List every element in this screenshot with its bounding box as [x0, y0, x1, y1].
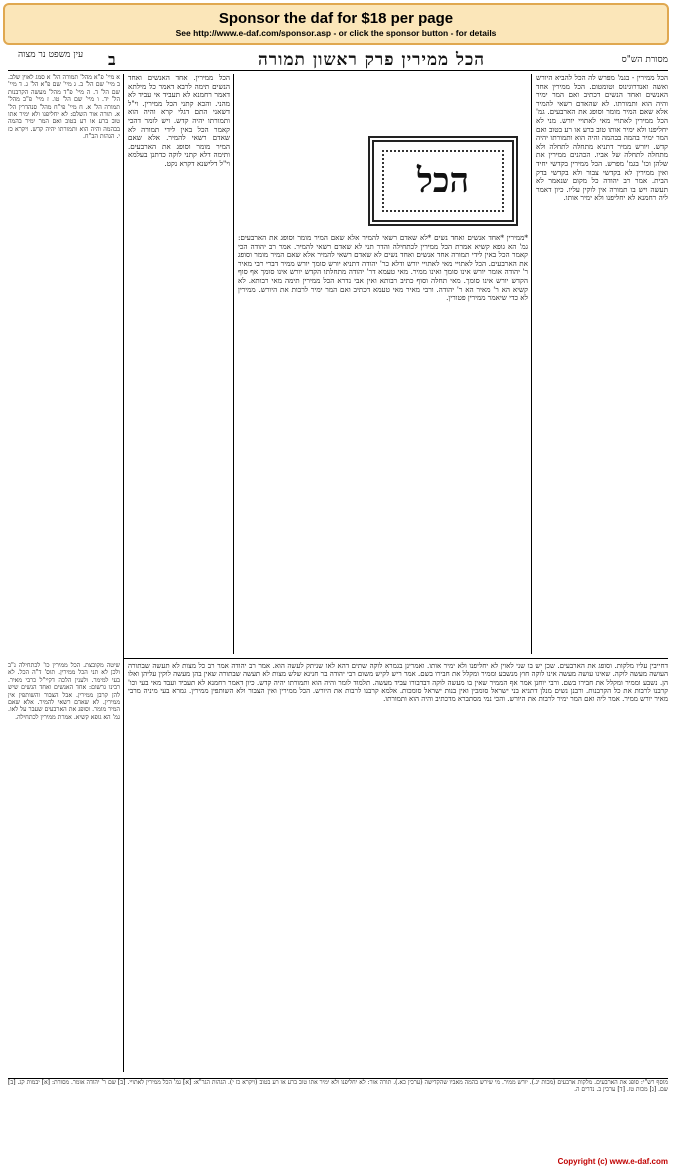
talmud-page: [8, 50, 668, 1155]
opening-word: הכל: [382, 150, 504, 212]
folio-number: ב: [108, 50, 116, 69]
ein-mishpat-label: עין משפט נר מצוה: [18, 50, 84, 60]
column-divider: [531, 74, 532, 654]
column-divider: [123, 74, 124, 1072]
copyright-notice[interactable]: Copyright (c) www.e-daf.com: [557, 1157, 668, 1166]
sponsor-title[interactable]: Sponsor the daf for $18 per page: [218, 10, 454, 27]
page-header: [8, 50, 668, 71]
column-divider: [233, 74, 234, 654]
commentary-lower: דחייבין עליו מלקות. וסופג את הארבעים. שכן יש בו שני לאוין לא יחליפנו ולא ימיר אותו. ואמרינן בגמרא לוקה שתים דהא לאו שניתק לעשה הוא. אמר רב יהודה אמר רב כל מצות לא תעשה שבתורה העושה מעשה לוקה. שאינו עושה מעשה אינו לוקה חוץ מנשבע וממיר ומקלל את חבירו בשם. אמר ריש לקיש משום רבי יהודה בר חנינא שלש מצות לא תעשה שבתורה שאין בהן מעשה לוקין עליהן ואלו הן. נשבע וממיר ומקלל את חבירו בשם. ורבי יוחנן אמר אף הממיר שאין בו מעשה לוקה דבדבורו עביד מעשה. תלמוד לומר והיה הוא ותמורתו יהיה קדש. כיון דאמר רחמנא לא תעביד ועבד מאי בעי וכו' קרבנו לרבות את כל הקרבנות. ורבנן נשים מנלן דתניא בני ישראל סומכין ואין בנות ישראל סומכות. אלמא קרבנו לרבות את היורש. הכל ממירין ואין הצבור ולא השותפין ממירין. גמרא בעי מיניה מרבי מאיר יורש ממיר. אמר ליה ואם המר ימיר לרבות את היורש. והכי נמי מסתברא מדכתיב והיה הוא ותמורתו.: [128, 662, 668, 704]
side-notes-column: שיטה מקובצת. הכל ממירין כו' לכתחילה נ"ב ולכן לא תני הכל ממירין. תוס' ד"ה הכל. לא בעי למימר. ולענין הלכה דקיי"ל כרבי מאיר. רבינו גרשום: אחד האנשים ואחד הנשים שיש להן קרבן ממירין. אבל הצבור והשותפין אין ממירין. לא שאדם רשאי להמיר. אלא שאם המיר מומר. וסופג את הארבעים שעבר על לאו. גמ' הא גופא קשיא. אמרת ממירין לכתחילה.: [8, 662, 120, 721]
rashi-column: הכל ממירין - בגמ' מפרש לה הכל להביא היורש ואשה ואנדרוגינוס וטומטום. הכל ממירין אחד האנשים ואחד הנשים דכתיב ואם המר ימיר והיה הוא ותמורתו. לא שהאדם רשאי להמיר אלא שאם המיר מומר וסופג את הארבעים. גמ' הכל ממירין לאתויי מאי לאתויי יורש. מני לא יחליפנו ולא ימיר אותו טוב ברע או רע בטוב ואם המר ימיר בהמה בבהמה והיה הוא ותמורתו יהיה קדש. ויורש ממיר דתניא מתחלה לתחלה ולא מתחלה לתחלה של אביו. הכהנים ממירין את שלהן וכו' בגמ' מפרש. הכל ממירין בקדשי יחיד ואין ממירין לא בקדשי צבור ולא בקדשי בדק הבית. אמר רב יהודה כל מקום שנאמר לא תעשה ויש בו תמורה אין לוקין עליו. כיון דאמר ליה רחמנא לא יחליפנו ולא ימיר אותו.: [536, 74, 668, 203]
ein-mishpat-column: א מיי' פ"א מהל' תמורה הל' א סמג לאוין שלב. ב מיי' שם הל' ב. ג מיי' שם פ"א הל' ג. ד מיי' שם הל' ד. ה מיי' פ"ד מהל' מעשה הקרבנות הל' יד. ו מיי' שם הל' טו. ז מיי' פ"ב מהל' תמורה הל' א. ח מיי' פי"ח מהל' סנהדרין הל' א. תורה אור השלם: לא יחליפנו ולא ימיר אתו טוב ברע או רע בטוב ואם המר ימיר בהמה בבהמה והיה הוא ותמורתו יהיה קדש. ויקרא כז י. הגהות הב"ח.: [8, 74, 120, 141]
section-divider: [124, 658, 668, 659]
sponsor-subtitle[interactable]: See http://www.e-daf.com/sponsor.asp - or click the sponsor button - for details: [175, 28, 497, 38]
gemara-text: *ממירין *אחד אנשים ואחד נשים *לא שאדם רשאי להמיר אלא שאם המיר מומר וסופג את הארבעים: גמ' הא גופא קשיא אמרת הכל ממירין לכתחילה והדר תני לא שאדם רשאי להמיר. אמר רב יהודה הכי קאמר הכל באין לידי תמורה אחד אנשים ואחד נשים לא שאדם רשאי להמיר אלא שאם המיר מומר וסופג את הארבעים. הכל לאתויי מאי לאתויי יורש ודלא כר' יהודה דתניא יורש סומך יורש ממיר דברי רבי מאיר ר' יהודה אומר יורש אינו סומך ואינו ממיר. מאי טעמא דר' יהודה מתחלתו הקדש יורש אינו סומך אף סוף הקדש יורש אינו סומך. מאי תחלה וסוף כתיב רבותא ואין אבי נדרא הכל ממירין תימה מאי רבותא. לא קשיא הא ר' מאיר הא ר' יהודה. ורבי מאיר מאי טעמא דכתיב ואם המר ימיר לרבות את היורש. ממירין לא כדי שיאמר ממירין פטורין.: [238, 233, 528, 303]
footnotes: מוסף רש"י: סופג את הארבעים. מלקות ארבעים (מכות יג.). יורש ממיר. מי שירש בהמה מאביו שהקדישה (ערכין כא.). תורה אור: לא יחליפנו ולא ימיר אתו טוב ברע או רע בטוב (ויקרא כז י). הגהות הגר"א: [א] גמ' הכל ממירין לאתויי. [ב] שם ר' יהודה אומר. מסורת: [א] יבמות קג. [ב] שם. [ג] מכות טז. [ד] ערכין ב. נדרים ה.: [8, 1078, 668, 1149]
opening-word-frame: [368, 136, 518, 226]
tosafot-column: הכל ממירין. אחד האנשים ואחד הנשים תימה לרבא דאמר כל מילתא דאמר רחמנא לא תעביד אי עביד לא מהני. והכא קתני הכל ממירין. וי"ל דשאני התם דגלי קרא והיה הוא ותמורתו יהיה קדש. ויש לומר דהכי קאמר הכל באין לידי תמורה לא שאדם רשאי להמיר. אלא שאם המיר מומר וסופג את הארבעים. ותימה דלא קתני לוקה כדתנן בעלמא וי"ל דלישנא דקרא נקט.: [128, 74, 230, 168]
running-title: הכל ממירין פרק ראשון תמורה: [258, 50, 486, 70]
sponsor-banner[interactable]: [3, 3, 669, 45]
masechet-label: מסורת הש"ס: [621, 55, 668, 65]
